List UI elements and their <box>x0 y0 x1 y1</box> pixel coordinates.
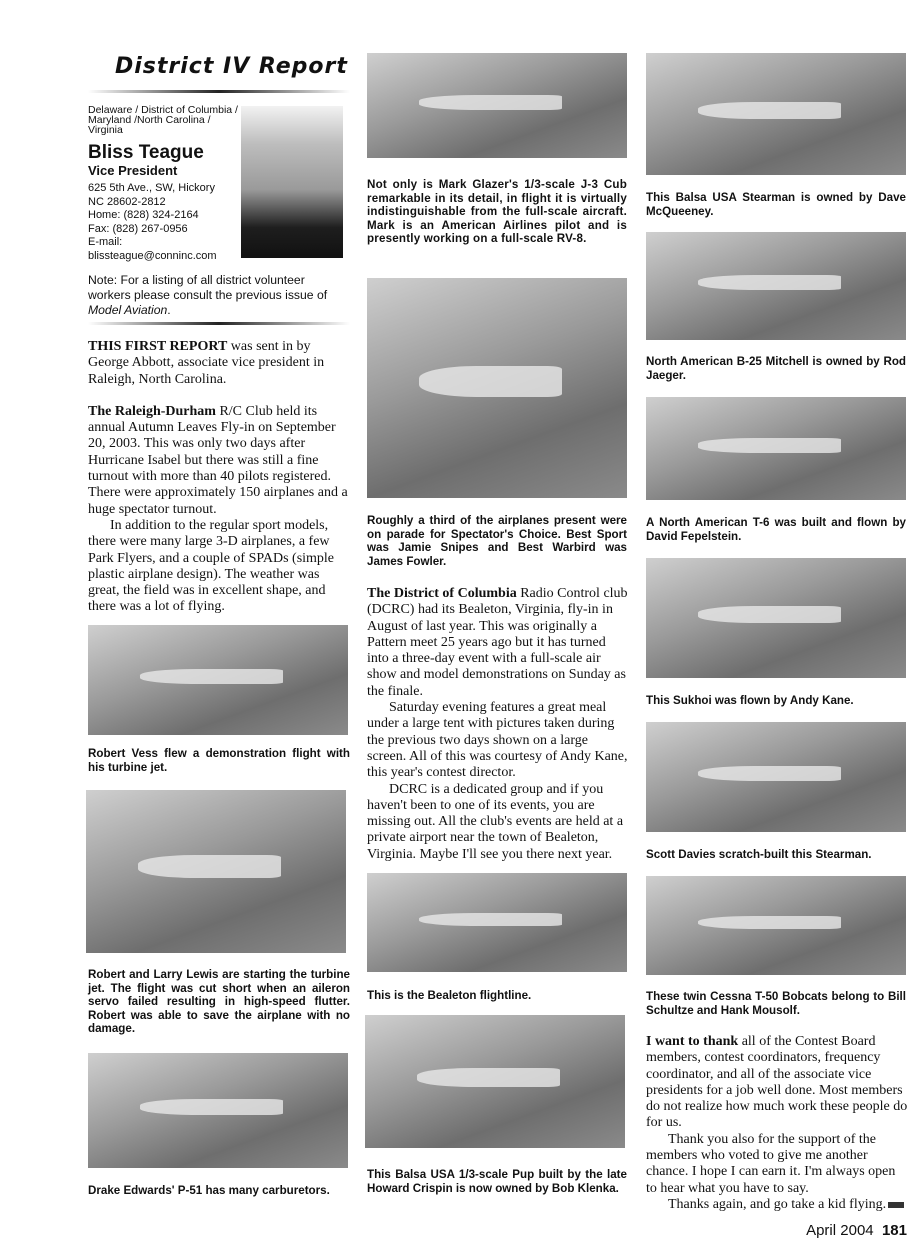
photo-stearman <box>646 53 906 175</box>
volunteer-note: Note: For a listing of all district volunteer workers please consult the previous issue of Model Aviation. <box>88 273 328 317</box>
divider <box>88 322 350 325</box>
photo-starting-jet <box>86 790 346 953</box>
photo-sukhoi <box>646 558 906 678</box>
photo-t50-bobcats <box>646 876 906 975</box>
photo-j3-cub <box>367 53 627 158</box>
caption: These twin Cessna T-50 Bobcats belong to Bill Schultze and Hank Mousolf. <box>646 990 906 1017</box>
photo-pup <box>365 1015 625 1148</box>
email-link[interactable]: blissteague@conninc.com <box>88 249 217 262</box>
address-line1: 625 5th Ave., SW, Hickory <box>88 182 215 194</box>
caption: Scott Davies scratch-built this Stearman. <box>646 848 872 861</box>
section-title: District IV Report <box>115 54 348 79</box>
caption: Robert and Larry Lewis are starting the turbine jet. The flight was cut short when an aileron servo failed resulting in high-speed flutter. Robert was able to save the airplane with no damage. <box>88 968 350 1035</box>
caption: North American B-25 Mitchell is owned by Rod Jaeger. <box>646 355 906 382</box>
page-number: 181 <box>881 1222 907 1239</box>
photo-scratch-stearman <box>646 722 906 832</box>
contact-info <box>88 182 217 263</box>
address-line2: NC 28602-2812 <box>88 195 166 208</box>
column3-text: I want to thank all of the Contest Board members, contest coordinators, frequency coordinator, and all of the associate vice presidents for a job well done. Most members do not realize how much work these people do for us. Thank you also for the support of the members who voted to give me another chance. I hope I can earn it. I'm always open to hear what you have to say. Thanks again, and go take a kid flying. <box>646 1034 908 1212</box>
home-phone: Home: (828) 324-2164 <box>88 209 199 221</box>
column1-text: THIS FIRST REPORT was sent in by George Abbott, associate vice president in Raleigh, North Carolina. The Raleigh-Durham R/C Club held its annual Autumn Leaves Fly-in on September 20, 2003. This was only two days after Hurricane Isabel but there was still a fine turnout with more than 40 pilots registered. There were approximately 150 airplanes and a huge spectator turnout. In addition to the regular sport models, there were many large 3-D airplanes, a few Park Flyers, and a couple of SPADs (simple plastic airplane design). The weather was great, the field was in excellent shape, and there was a lot of flying. <box>88 339 348 615</box>
caption: This Sukhoi was flown by Andy Kane. <box>646 694 854 707</box>
footer <box>806 1222 907 1239</box>
caption: Robert Vess flew a demonstration flight with his turbine jet. <box>88 747 350 774</box>
caption: Roughly a third of the airplanes present were on parade for Spectator's Choice. Best Sport was Jamie Snipes and Best Warbird was James Fowler. <box>367 514 627 568</box>
caption: Not only is Mark Glazer's 1/3-scale J-3 Cub remarkable in its detail, in flight it is virtually indistinguishable from the full-scale aircraft. Mark is an American Airlines pilot and is presently working on a full-scale RV-8. <box>367 178 627 245</box>
vp-name: Bliss Teague <box>88 142 204 163</box>
photo-flightline <box>367 873 627 972</box>
column2-text: The District of Columbia Radio Control club (DCRC) had its Bealeton, Virginia, fly-in in August of last year. This was originally a Pattern meet 25 years ago but it has turned into a three-day event with a full-scale air show and model demonstrations on Sunday as the finale. Saturday evening features a great meal under a large tent with pictures taken during the previous two days shown on a large screen. All of this was courtesy of Andy Kane, this year's contest director. DCRC is a dedicated group and if you haven't been to one of its events, you are missing out. All the club's events are held at a private airport near the town of Bealeton, Virginia. Maybe I'll see you there next year. <box>367 586 628 862</box>
caption: A North American T-6 was built and flown by David Fepelstein. <box>646 516 906 543</box>
photo-p51 <box>88 1053 348 1168</box>
photo-parade <box>367 278 627 498</box>
vp-role: Vice President <box>88 163 178 178</box>
caption: This Balsa USA 1/3-scale Pup built by the late Howard Crispin is now owned by Bob Klenka. <box>367 1168 627 1195</box>
issue-date: April 2004 <box>806 1222 874 1239</box>
caption: This Balsa USA Stearman is owned by Dave McQueeney. <box>646 191 906 218</box>
caption: This is the Bealeton flightline. <box>367 989 532 1002</box>
vp-portrait <box>241 106 343 258</box>
district-region: Delaware / District of Columbia / Maryland /North Carolina / Virginia <box>88 104 238 136</box>
photo-turbine-jet <box>88 625 348 735</box>
photo-t6 <box>646 397 906 500</box>
email-label: E-mail: <box>88 236 123 248</box>
divider <box>88 90 350 93</box>
photo-b25 <box>646 232 906 340</box>
end-mark-icon <box>888 1202 904 1208</box>
caption: Drake Edwards' P-51 has many carburetors. <box>88 1184 330 1197</box>
fax: Fax: (828) 267-0956 <box>88 222 188 235</box>
